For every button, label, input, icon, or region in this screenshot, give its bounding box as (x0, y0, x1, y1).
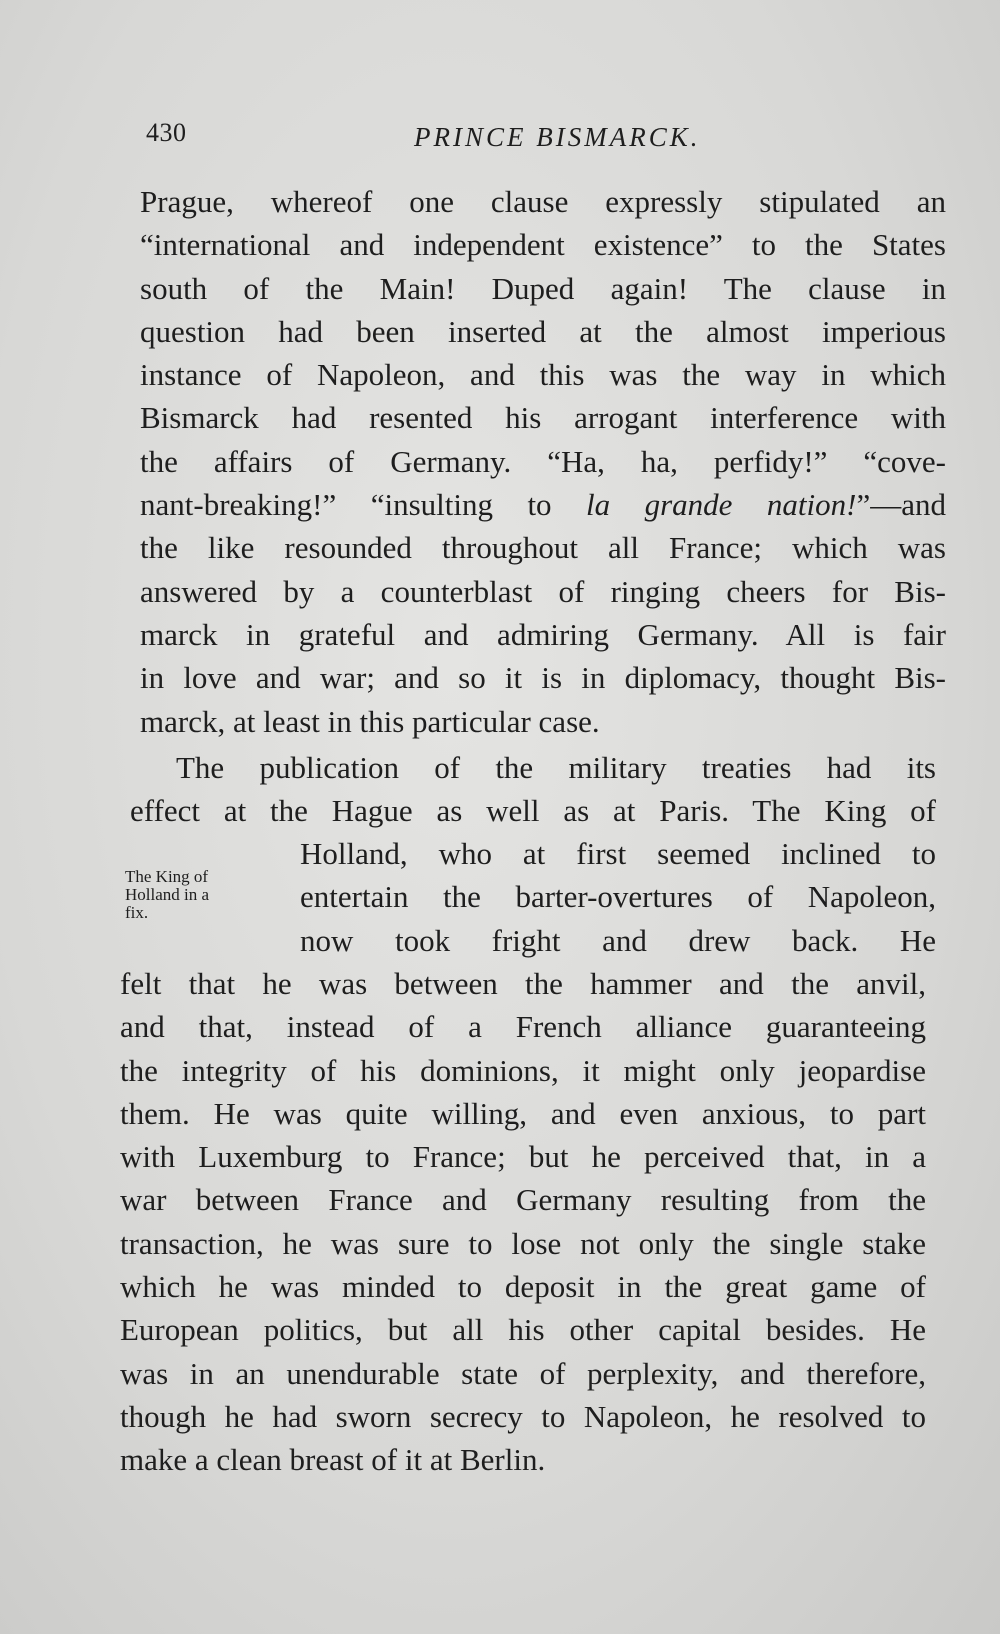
paragraph-2-opening (130, 746, 936, 833)
text-line: the affairs of Germany. “Ha, ha, perfidy!” “cove- (140, 443, 946, 479)
text-line: make a clean breast of it at Berlin. (120, 1442, 546, 1478)
paragraph-1 (140, 180, 946, 743)
text-line: and that, instead of a French alliance guaranteeing (120, 1009, 926, 1045)
margin-note-line: Holland in a (125, 885, 210, 904)
text-line: The publication of the military treaties had its (176, 750, 936, 785)
text-line: instance of Napoleon, and this was the way in which (140, 357, 946, 393)
text-line: transaction, he was sure to lose not only the single stake (120, 1225, 926, 1261)
text-line: felt that he was between the hammer and the anvil, (120, 966, 926, 1001)
text-line: European politics, but all his other capital besides. He (120, 1312, 926, 1348)
margin-note (125, 868, 275, 922)
text-line: south of the Main! Duped again! The clause in (140, 270, 946, 306)
text-line: Bismarck had resented his arrogant interference with (140, 400, 946, 436)
text-line: entertain the barter-overtures of Napoleon, (300, 879, 936, 915)
text-line: marck, at least in this particular case. (140, 703, 600, 739)
margin-note-line: The King of (125, 867, 209, 886)
text-line: though he had sworn secrecy to Napoleon, he resolved to (120, 1398, 926, 1434)
text-line (140, 483, 946, 526)
page-header (146, 118, 936, 158)
text-line: now took fright and drew back. He (300, 922, 936, 958)
paragraph-2-beside-note (300, 832, 936, 962)
text-line: war between France and Germany resulting from the (120, 1182, 926, 1218)
text-line: Holland, who at first seemed inclined to (300, 836, 936, 871)
paragraph-2-continuation (120, 962, 926, 1482)
text-line: which he was minded to deposit in the great game of (120, 1269, 926, 1305)
text-line: was in an unendurable state of perplexity, and therefore, (120, 1355, 926, 1391)
running-head: PRINCE BISMARCK. (414, 122, 701, 152)
italic-phrase: la grande nation! (586, 487, 857, 523)
margin-note-line: fix. (125, 903, 149, 922)
text-segment: ”—and (856, 487, 946, 523)
text-line: effect at the Hague as well as at Paris. The King of (130, 793, 936, 829)
text-line: answered by a counterblast of ringing cheers for Bis- (140, 573, 946, 609)
page-number: 430 (146, 118, 187, 147)
text-line: in love and war; and so it is in diplomacy, thought Bis- (140, 660, 946, 696)
text-segment: nant-breaking!” “insulting to (140, 487, 587, 523)
text-line: them. He was quite willing, and even anxious, to part (120, 1095, 926, 1131)
text-line: the integrity of his dominions, it might only jeopardise (120, 1052, 926, 1088)
text-line: question had been inserted at the almost imperious (140, 313, 946, 349)
text-line: the like resounded throughout all France; which was (140, 530, 946, 566)
text-line: marck in grateful and admiring Germany. All is fair (140, 616, 946, 652)
text-line: Prague, whereof one clause expressly stipulated an (140, 184, 946, 219)
text-line: with Luxemburg to France; but he perceived that, in a (120, 1139, 926, 1175)
text-line: “international and independent existence” to the States (140, 227, 946, 263)
